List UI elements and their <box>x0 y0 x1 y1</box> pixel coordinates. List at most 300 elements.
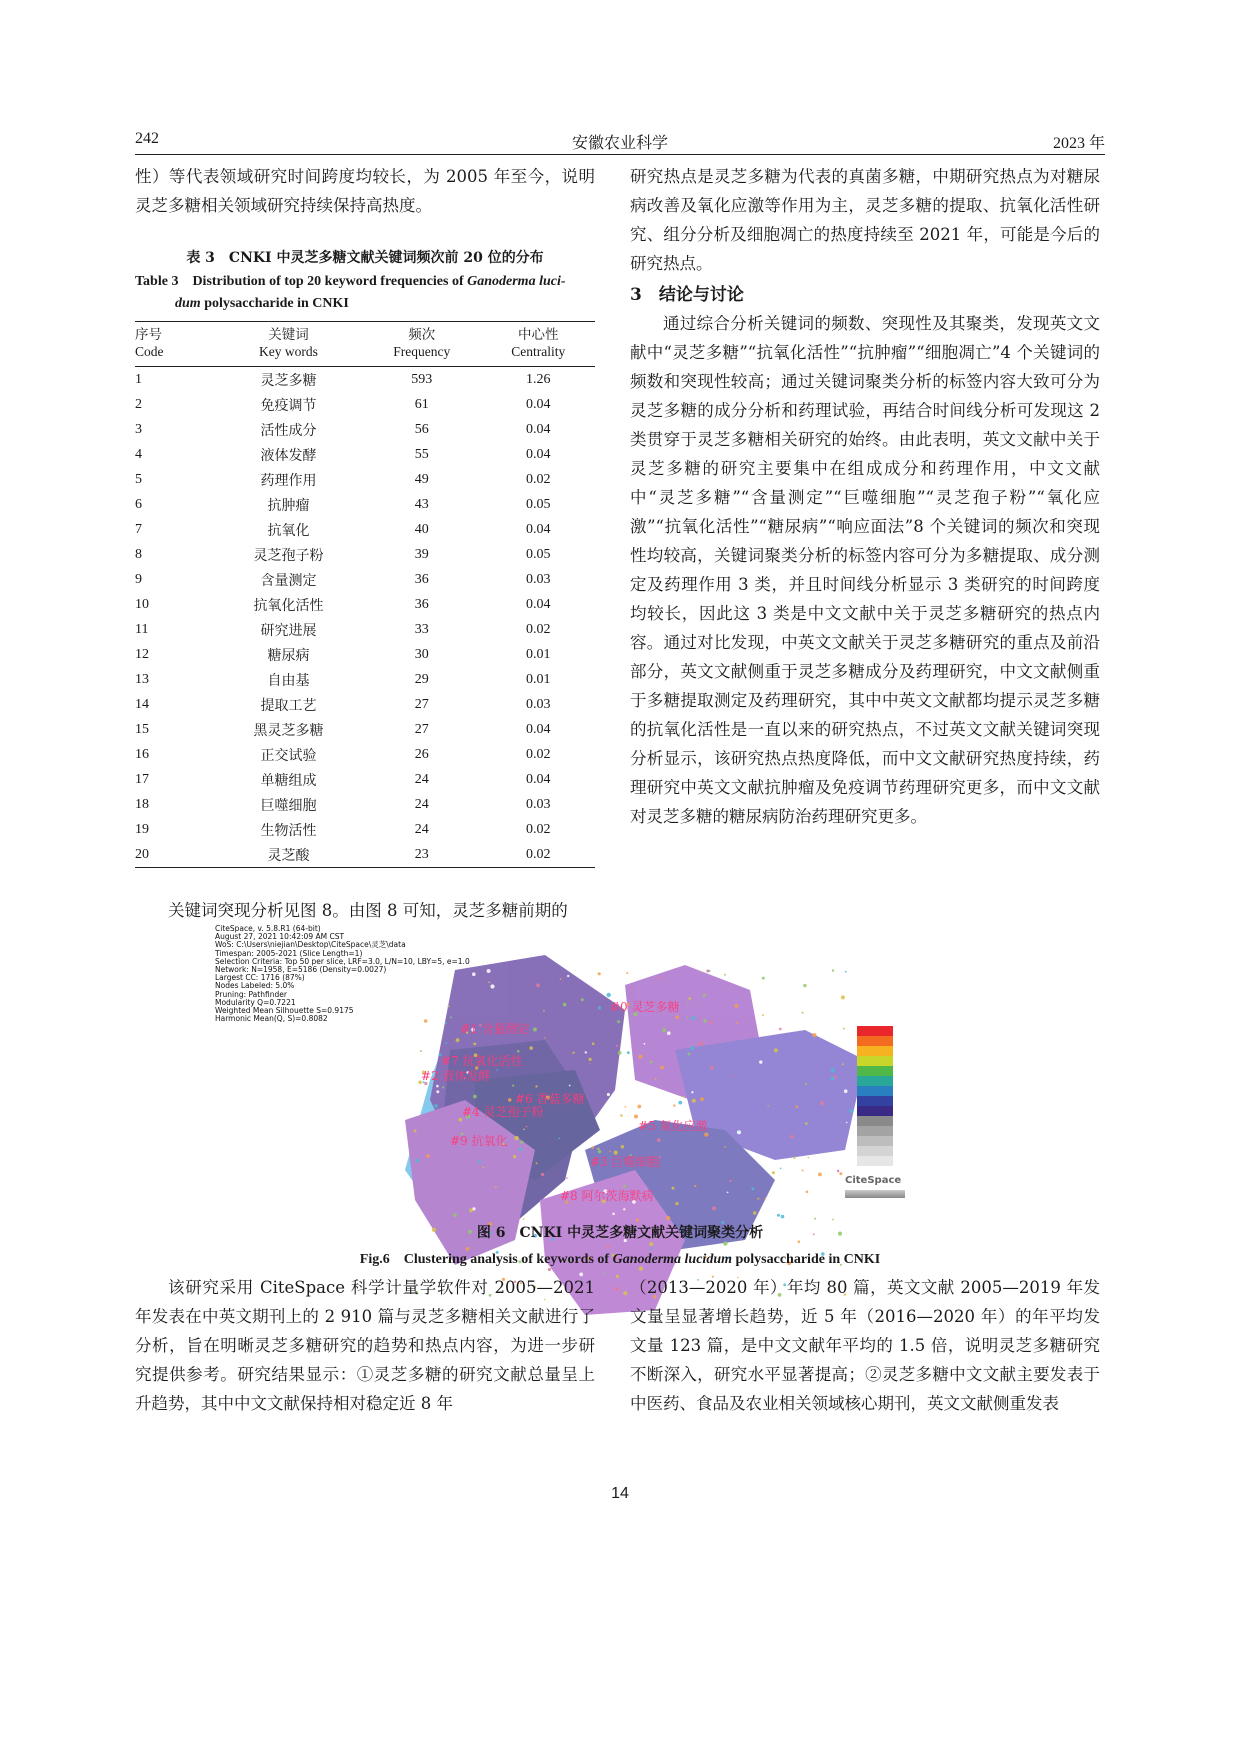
network-node <box>818 1173 822 1177</box>
cell-centrality: 0.01 <box>526 646 551 662</box>
legend-swatch <box>857 1096 893 1106</box>
legend-swatch <box>857 1106 893 1116</box>
network-node <box>566 1177 568 1179</box>
cell-frequency: 36 <box>414 596 429 612</box>
network-node <box>607 993 611 997</box>
cell-code: 15 <box>135 721 149 737</box>
table-row <box>135 417 595 442</box>
cell-centrality: 1.26 <box>526 371 551 387</box>
cell-frequency: 43 <box>414 496 429 512</box>
network-node <box>603 1273 605 1275</box>
legend-swatch <box>857 1036 893 1046</box>
cell-frequency: 33 <box>414 621 429 637</box>
info-line: Pruning: Pathfinder <box>215 989 287 999</box>
cell-centrality: 0.04 <box>526 596 551 612</box>
network-node <box>683 1096 685 1098</box>
cell-keyword: 抗氧化 <box>267 523 310 539</box>
cluster-label: #5 氧化应激 <box>638 1119 708 1133</box>
network-node <box>793 1157 795 1159</box>
network-node <box>483 1167 485 1169</box>
cell-centrality: 0.03 <box>526 696 551 712</box>
body-paragraph: 关键词突现分析见图 8。由图 8 可知，灵芝多糖前期的 <box>168 901 568 920</box>
network-node <box>598 1006 601 1009</box>
network-node <box>616 1275 619 1278</box>
network-node <box>589 1063 591 1065</box>
network-node <box>831 1077 835 1081</box>
cell-frequency: 39 <box>414 546 429 562</box>
cell-centrality: 0.05 <box>526 546 551 562</box>
network-node <box>567 975 569 977</box>
page-number: 242 <box>135 130 159 147</box>
network-node <box>691 1016 695 1020</box>
network-node <box>780 1168 782 1170</box>
network-node <box>609 1136 611 1138</box>
network-node <box>837 1003 840 1006</box>
cluster-label: #2 液体发酵 <box>421 1069 491 1083</box>
network-node <box>487 969 491 973</box>
network-node <box>490 984 494 988</box>
network-node <box>675 1202 678 1205</box>
network-node <box>802 1012 804 1014</box>
legend-swatch <box>857 1026 893 1036</box>
network-node <box>644 1043 646 1045</box>
network-node <box>706 970 709 973</box>
bottom-right-column <box>630 1273 1100 1418</box>
network-node <box>523 1218 525 1220</box>
network-node <box>737 1130 741 1134</box>
table-row <box>135 792 595 817</box>
cell-frequency: 24 <box>414 821 429 837</box>
network-node <box>662 1028 666 1032</box>
info-line: CiteSpace, v. 5.8.R1 (64-bit) <box>215 924 321 933</box>
legend-swatch <box>857 1046 893 1056</box>
network-node <box>581 998 584 1001</box>
network-node <box>660 1066 664 1070</box>
network-node <box>844 1089 848 1093</box>
network-node <box>535 1085 537 1087</box>
network-node <box>560 978 562 980</box>
info-line: Harmonic Mean(Q, S)=0.8082 <box>215 1014 328 1024</box>
cell-keyword: 提取工艺 <box>260 698 317 714</box>
body-paragraph: 性）等代表领域研究时间跨度均较长，为 2005 年至今，说明灵芝多糖相关领域研究持续保持高热度。 <box>135 167 595 215</box>
cell-keyword: 研究进展 <box>260 623 317 639</box>
network-node <box>779 1028 782 1031</box>
network-node <box>548 1268 551 1271</box>
network-node <box>684 1111 687 1114</box>
network-node <box>808 1157 810 1159</box>
network-node <box>544 1037 546 1039</box>
table-row <box>135 592 595 617</box>
cell-code: 9 <box>135 571 142 587</box>
network-node <box>478 1160 481 1163</box>
cell-code: 6 <box>135 496 142 512</box>
network-node <box>655 1078 657 1080</box>
cell-keyword: 液体发酵 <box>260 448 317 464</box>
network-node <box>836 1139 838 1141</box>
cell-code: 11 <box>135 621 149 637</box>
network-node <box>626 972 628 974</box>
cell-code: 10 <box>135 596 149 612</box>
network-node <box>762 1014 764 1016</box>
cluster-label: #8 阿尔茨海默病 <box>560 1189 654 1203</box>
network-node <box>694 1185 696 1187</box>
table-3 <box>135 247 595 868</box>
network-node <box>727 1192 729 1194</box>
header-rule <box>135 154 1105 155</box>
table-row <box>135 467 595 492</box>
table-row <box>135 617 595 642</box>
network-node <box>772 1171 775 1174</box>
network-node <box>832 1219 834 1221</box>
network-node <box>618 1051 622 1055</box>
cluster-label: #3 巨噬细胞 <box>590 1155 660 1169</box>
cell-code: 3 <box>135 421 142 437</box>
network-node <box>442 1086 444 1088</box>
network-node <box>638 1055 642 1059</box>
table-row <box>135 667 595 692</box>
table-row <box>135 742 595 767</box>
network-node <box>591 1146 594 1149</box>
cell-code: 19 <box>135 821 149 837</box>
network-node <box>637 1105 641 1109</box>
cell-code: 1 <box>135 371 142 387</box>
cell-code: 5 <box>135 471 142 487</box>
network-node <box>667 1031 671 1035</box>
footer-page-number: 14 <box>611 1485 629 1502</box>
cell-keyword: 正交试验 <box>260 748 317 764</box>
cell-frequency: 24 <box>414 796 429 812</box>
network-node <box>585 1051 587 1053</box>
cell-code: 14 <box>135 696 149 712</box>
network-node <box>729 1180 731 1182</box>
cell-centrality: 0.04 <box>526 396 551 412</box>
network-node <box>569 1085 571 1087</box>
cluster-label: #1 含量测定 <box>460 1022 530 1036</box>
cell-frequency: 55 <box>414 446 429 462</box>
cell-centrality: 0.02 <box>526 746 551 762</box>
network-node <box>536 1162 538 1164</box>
network-node <box>843 1028 845 1030</box>
network-node <box>523 1129 525 1131</box>
network-node <box>515 1136 519 1140</box>
network-node <box>589 1058 592 1061</box>
cell-frequency: 27 <box>414 721 429 737</box>
cell-frequency: 27 <box>414 696 429 712</box>
legend-swatch <box>857 1056 893 1066</box>
cell-code: 2 <box>135 396 142 412</box>
network-node <box>533 1028 537 1032</box>
network-node <box>603 991 605 993</box>
figure-caption-cn: 图 6 CNKI 中灵芝多糖文献关键词聚类分析 <box>476 1225 764 1241</box>
right-column <box>630 162 1100 831</box>
cell-keyword: 糖尿病 <box>267 648 310 664</box>
cell-keyword: 药理作用 <box>260 473 317 489</box>
table-caption-en: Table 3 Distribution of top 20 keyword frequencies of Ganoderma luci- dum polysaccharide in CNKI <box>135 274 566 311</box>
network-node <box>541 1173 544 1176</box>
network-node <box>788 980 790 982</box>
network-node <box>692 1099 696 1103</box>
network-node <box>774 1048 778 1052</box>
network-node <box>814 1218 816 1220</box>
cell-frequency: 29 <box>414 671 429 687</box>
network-node <box>759 1060 762 1063</box>
network-node <box>700 1097 704 1101</box>
cluster-label: #9 抗氧化 <box>450 1134 508 1148</box>
network-node <box>607 1093 610 1096</box>
network-node <box>712 1206 716 1210</box>
cell-code: 18 <box>135 796 149 812</box>
network-node <box>512 1085 514 1087</box>
info-line: Timespan: 2005-2021 (Slice Length=1) <box>215 948 363 958</box>
cell-keyword: 巨噬细胞 <box>260 798 317 814</box>
cell-frequency: 593 <box>411 371 433 387</box>
cell-frequency: 36 <box>414 571 429 587</box>
col-keyword: 关键词 Key words <box>215 322 362 367</box>
network-node <box>839 1172 842 1175</box>
network-node <box>688 997 691 1000</box>
table-row <box>135 842 595 867</box>
cell-keyword: 灵芝孢子粉 <box>253 548 324 564</box>
info-line: Weighted Mean Silhouette S=0.9175 <box>215 1006 354 1016</box>
network-node <box>420 1050 422 1052</box>
network-node <box>803 984 806 987</box>
network-node <box>767 1105 769 1107</box>
network-node <box>436 1090 439 1093</box>
network-node <box>764 1198 766 1200</box>
network-node <box>724 974 726 976</box>
table-row <box>135 542 595 567</box>
cell-centrality: 0.05 <box>526 496 551 512</box>
network-node <box>520 1141 523 1144</box>
cell-keyword: 黑灵芝多糖 <box>253 723 324 739</box>
network-node <box>650 1061 653 1064</box>
cell-code: 8 <box>135 546 142 562</box>
network-node <box>495 1186 497 1188</box>
network-node <box>450 1017 452 1019</box>
cell-centrality: 0.04 <box>526 446 551 462</box>
cell-frequency: 56 <box>414 421 429 437</box>
info-line: August 27, 2021 10:42:09 AM CST <box>215 932 345 942</box>
journal-year: 2023 年 <box>1052 135 1105 152</box>
body-paragraph: （2013—2020 年）年均 80 篇，英文文献 2005—2019 年发文量呈显著增长趋势，近 5 年（2016—2020 年）的年平均发文量 123 篇，是中文文献年平均的 1.5 倍，说明灵芝多糖研究不断深入，研究水平显著提高；②灵芝多糖中文文献主要发表于中医药、食品及农业相关领域核心期刊，英文文献侧重发表 <box>630 1278 1100 1413</box>
network-node <box>472 1207 475 1210</box>
network-node <box>508 1098 512 1102</box>
cell-keyword: 单糖组成 <box>260 773 317 789</box>
network-node <box>445 1022 447 1024</box>
network-node <box>558 1138 560 1140</box>
network-node <box>753 1211 757 1215</box>
network-node <box>526 1126 528 1128</box>
network-node <box>702 972 704 974</box>
table-row <box>135 392 595 417</box>
network-node <box>672 1187 675 1190</box>
left-column-top <box>135 162 595 220</box>
legend-swatch <box>857 1086 893 1096</box>
network-node <box>623 1208 625 1210</box>
network-node <box>631 986 633 988</box>
legend-swatch <box>857 1156 893 1166</box>
network-node <box>781 1215 785 1219</box>
cell-keyword: 抗氧化活性 <box>253 598 324 614</box>
cell-frequency: 40 <box>414 521 429 537</box>
network-node <box>751 1187 754 1190</box>
col-frequency: 频次 Frequency <box>362 322 482 367</box>
network-node <box>837 1170 840 1173</box>
network-node <box>625 1106 627 1108</box>
network-node <box>757 1198 759 1200</box>
legend-swatch <box>857 1116 893 1126</box>
network-node <box>846 1122 848 1124</box>
network-node <box>733 1075 735 1077</box>
info-line: Largest CC: 1716 (87%) <box>215 973 305 983</box>
cell-keyword: 含量测定 <box>260 573 317 589</box>
network-node <box>609 1151 611 1153</box>
cell-code: 7 <box>135 521 142 537</box>
network-node <box>424 1019 428 1023</box>
info-line: Network: N=1958, E=5186 (Density=0.0027) <box>215 965 387 975</box>
cluster-label: #6 香菇多糖 <box>515 1092 585 1106</box>
network-node <box>473 1095 477 1099</box>
network-node <box>519 1148 522 1151</box>
cell-keyword: 活性成分 <box>260 423 317 439</box>
network-node <box>658 977 661 980</box>
network-node <box>598 972 601 975</box>
network-node <box>673 1104 675 1106</box>
network-node <box>597 1148 599 1150</box>
table-row <box>135 692 595 717</box>
cell-keyword: 生物活性 <box>260 823 317 839</box>
network-node <box>616 1045 618 1047</box>
network-node <box>834 1076 837 1079</box>
figure-6-caption <box>135 1222 1105 1268</box>
cell-frequency: 24 <box>414 771 429 787</box>
table-row <box>135 642 595 667</box>
network-node <box>687 1002 689 1004</box>
table-row <box>135 767 595 792</box>
network-node <box>736 1022 738 1024</box>
cell-keyword: 灵芝多糖 <box>260 373 317 389</box>
network-node <box>529 1046 533 1050</box>
network-node <box>592 1042 595 1045</box>
network-node <box>703 994 706 997</box>
network-node <box>666 1216 670 1220</box>
network-node <box>703 1019 706 1022</box>
journal-title: 安徽农业科学 <box>571 135 668 152</box>
info-line: Modularity Q=0.7221 <box>215 997 296 1007</box>
cell-centrality: 0.03 <box>526 796 551 812</box>
network-node <box>710 1066 714 1070</box>
citespace-logo-graphic <box>845 1190 905 1198</box>
network-node <box>627 1051 630 1054</box>
network-node <box>709 1021 712 1024</box>
legend-swatch <box>857 1066 893 1076</box>
network-node <box>488 981 490 983</box>
network-node <box>724 1146 726 1148</box>
cell-frequency: 30 <box>414 646 429 662</box>
table-row <box>135 717 595 742</box>
cell-centrality: 0.04 <box>526 521 551 537</box>
network-node <box>678 1101 682 1105</box>
table-row <box>135 567 595 592</box>
cell-centrality: 0.02 <box>526 846 551 862</box>
network-node <box>414 1129 417 1132</box>
cell-frequency: 61 <box>414 396 429 412</box>
network-node <box>563 1003 567 1007</box>
network-node <box>805 1122 808 1125</box>
citespace-logo: CiteSpace <box>845 1175 902 1186</box>
cell-code: 13 <box>135 671 149 687</box>
legend-swatch <box>857 1136 893 1146</box>
legend-swatch <box>857 1076 893 1086</box>
network-node <box>447 1005 449 1007</box>
network-node <box>699 1042 703 1046</box>
network-node <box>536 983 540 987</box>
cluster-label: #0 灵芝多糖 <box>610 1000 680 1014</box>
table-row <box>135 492 595 517</box>
network-node <box>657 1138 661 1142</box>
info-line: WoS: C:\Users\niejian\Desktop\CiteSpace\灵芝\data <box>215 940 406 950</box>
network-node <box>469 1208 473 1212</box>
cell-centrality: 0.04 <box>526 771 551 787</box>
year-color-legend <box>857 1026 893 1166</box>
network-node <box>436 1085 439 1088</box>
cell-keyword: 抗肿瘤 <box>267 498 310 514</box>
col-centrality: 中心性 Centrality <box>482 322 595 367</box>
network-node <box>620 1114 623 1117</box>
table-caption-cn: 表 3 CNKI 中灵芝多糖文献关键词频次前 20 位的分布 <box>186 250 544 266</box>
cell-keyword: 灵芝酸 <box>267 848 310 864</box>
network-node <box>456 1038 460 1042</box>
network-node <box>434 1104 438 1108</box>
cell-centrality: 0.02 <box>526 621 551 637</box>
network-node <box>777 1214 780 1217</box>
cell-code: 17 <box>135 771 149 787</box>
cell-centrality: 0.02 <box>526 821 551 837</box>
cell-centrality: 0.01 <box>526 671 551 687</box>
cell-code: 4 <box>135 446 142 462</box>
network-node <box>675 1016 679 1020</box>
legend-swatch <box>857 1146 893 1156</box>
keyword-table <box>135 322 595 867</box>
network-node <box>513 1155 516 1158</box>
network-node <box>496 1070 498 1072</box>
section-title: 3 结论与讨论 <box>630 285 744 305</box>
cell-frequency: 49 <box>414 471 429 487</box>
body-paragraph: 通过综合分析关键词的频数、突现性及其聚类，发现英文文献中“灵芝多糖”“抗氧化活性”“抗肿瘤”“细胞凋亡”4 个关键词的频数和突现性较高；通过关键词聚类分析的标签内容大致可分为灵芝多糖的成分分析和药理试验，再结合时间线分析可发现这 2 类贯穿于灵芝多糖相关研究的始终。由此表明，英文文献中关于灵芝多糖的研究主要集中在组成成分和药理作用，中文文献中“灵芝多糖”“含量测定”“巨噬细胞”“灵芝孢子粉”“氧化应激”“抗氧化活性”“糖尿病”“响应面法”8 个关键词的频次和突现性均较高，关键词聚类分析的标签内容可分为多糖提取、成分测定及药理作用 3 类，并且时间线分析显示 3 类研究的时间跨度均较长，因此这 3 类是中文文献中关于灵芝多糖研究的热点内容。通过对比发现，中英文文献关于灵芝多糖研究的重点及前沿部分，英文文献侧重于灵芝多糖成分及药理研究，中文文献侧重于多糖提取测定及药理研究，其中中英文文献都均提示灵芝多糖的抗氧化活性是一直以来的研究热点，不过英文文献关键词突现分析显示，该研究热点热度降低，而中文文献研究热度持续，药理研究中英文文献抗肿瘤及免疫调节药理研究更多，而中文文献对灵芝多糖的糖尿病防治药理研究更多。 <box>630 314 1100 826</box>
cell-code: 12 <box>135 646 149 662</box>
body-paragraph: 研究热点是灵芝多糖为代表的真菌多糖，中期研究热点为对糖尿病改善及氧化应激等作用为主，灵芝多糖的提取、抗氧化活性研究、组分分析及细胞凋亡的热度持续至 2021 年，可能是今后的研究热点。 <box>630 167 1100 273</box>
cluster-label: #4 灵芝孢子粉 <box>462 1105 544 1119</box>
network-node <box>415 1159 419 1163</box>
network-node <box>806 1191 809 1194</box>
legend-swatch <box>857 1126 893 1136</box>
cluster-label: #7 抗氧化活性 <box>441 1054 523 1068</box>
cell-keyword: 自由基 <box>267 673 310 689</box>
figure-caption-en: Fig.6 Clustering analysis of keywords of Ganoderma lucidum polysaccharide in CNKI <box>359 1252 881 1267</box>
network-node <box>805 1083 807 1085</box>
network-node <box>615 1287 619 1291</box>
network-node <box>623 1291 627 1295</box>
info-line: Nodes Labeled: 5.0% <box>215 981 295 991</box>
table-row <box>135 367 595 393</box>
network-node <box>820 1101 824 1105</box>
network-node <box>688 1053 691 1056</box>
network-node <box>849 1109 853 1113</box>
network-node <box>691 1091 693 1093</box>
table-row <box>135 817 595 842</box>
network-node <box>769 1212 773 1216</box>
network-node <box>612 1213 615 1216</box>
